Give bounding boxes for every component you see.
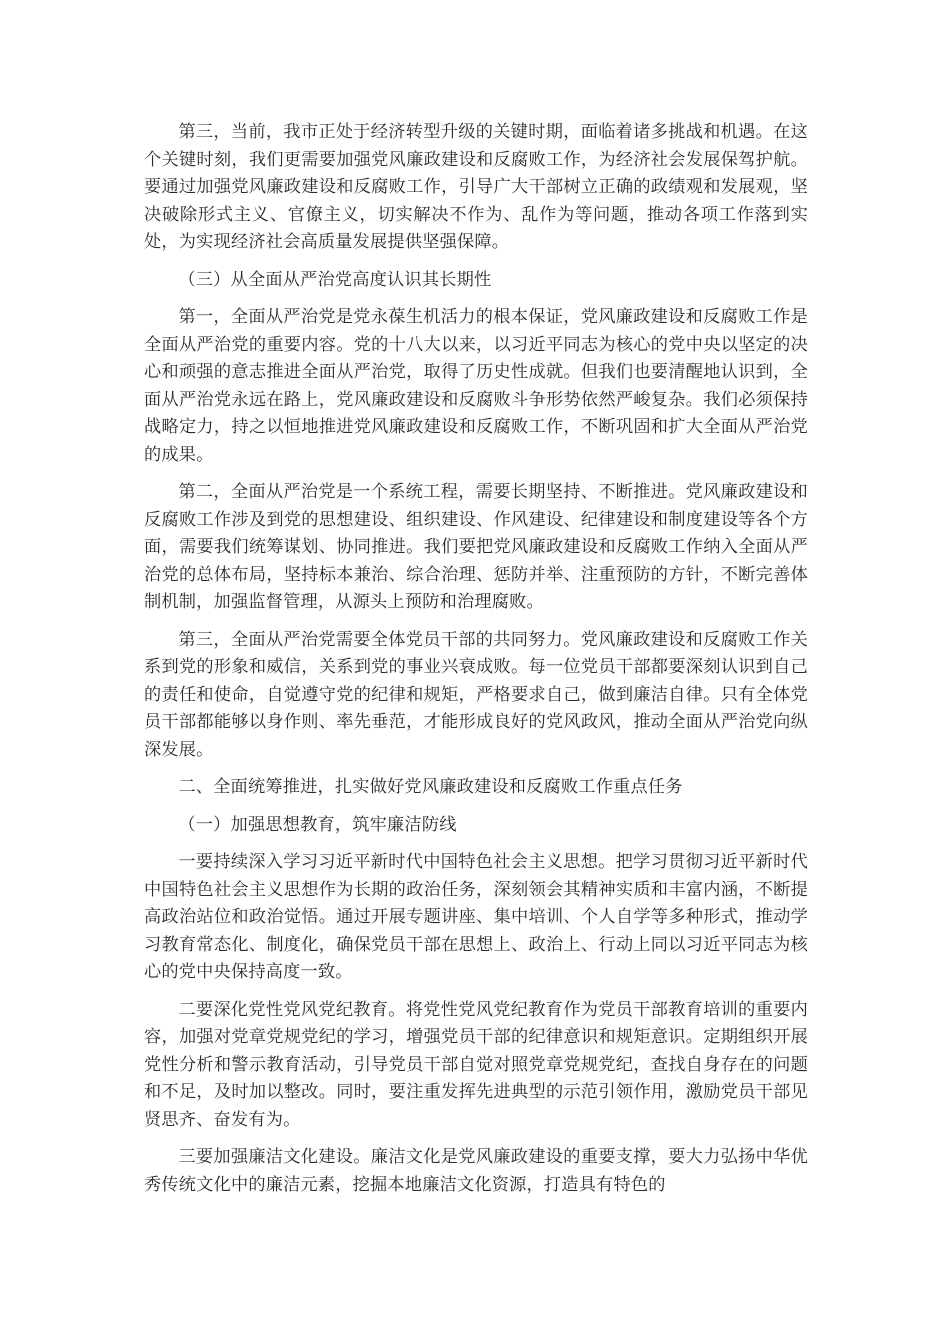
section-heading-ideological-education: （一）加强思想教育，筑牢廉洁防线 [178, 814, 457, 835]
paragraph-party-education: 二要深化党性党风党纪教育。将党性党风党纪教育作为党员干部教育培训的重要内容，加强对党章党规党纪的学习，增强党员干部的纪律意识和规矩意识。定期组织开展党性分析和警示教育活动，引导党员干部自觉对照党章党规党纪，查找自身存在的问题和不足，及时加以整改。同时，要注重发挥先进典型的示范引领作用，激励党员干部见贤思齐、奋发有为。 [144, 999, 808, 1130]
chapter-heading-key-tasks: 二、全面统筹推进，扎实做好党风廉政建设和反腐败工作重点任务 [178, 777, 683, 797]
paragraph-integrity-culture: 三要加强廉洁文化建设。廉洁文化是党风廉政建设的重要支撑，要大力弘扬中华优秀传统文化中的廉洁元素，挖掘本地廉洁文化资源，打造具有特色的 [144, 1147, 808, 1195]
paragraph-study-thought: 一要持续深入学习习近平新时代中国特色社会主义思想。把学习贯彻习近平新时代中国特色社会主义思想作为长期的政治任务，深刻领会其精神实质和丰富内涵，不断提高政治站位和政治觉悟。通过开展专题讲座、集中培训、个人自学等多种形式，推动学习教育常态化、制度化，确保党员干部在思想上、政治上、行动上同以习近平同志为核心的党中央保持高度一致。 [144, 852, 808, 982]
paragraph-second-point: 第二，全面从严治党是一个系统工程，需要长期坚持、不断推进。党风廉政建设和反腐败工作涉及到党的思想建设、组织建设、作风建设、纪律建设和制度建设等各个方面，需要我们统筹谋划、协同推进。我们要把党风廉政建设和反腐败工作纳入全面从严治党的总体布局，坚持标本兼治、综合治理、惩防并举、注重预防的方针，不断完善体制机制，加强监督管理，从源头上预防和治理腐败。 [144, 482, 808, 612]
paragraph-first-point: 第一，全面从严治党是党永葆生机活力的根本保证，党风廉政建设和反腐败工作是全面从严治党的重要内容。党的十八大以来，以习近平同志为核心的党中央以坚定的决心和顽强的意志推进全面从严治党，取得了历史性成就。但我们也要清醒地认识到，全面从严治党永远在路上，党风廉政建设和反腐败斗争形势依然严峻复杂。我们必须保持战略定力，持之以恒地推进党风廉政建设和反腐败工作，不断巩固和扩大全面从严治党的成果。 [144, 307, 808, 465]
paragraph-economy-transition: 第三，当前，我市正处于经济转型升级的关键时期，面临着诸多挑战和机遇。在这个关键时刻，我们更需要加强党风廉政建设和反腐败工作，为经济社会发展保驾护航。要通过加强党风廉政建设和反腐败工作，引导广大干部树立正确的政绩观和发展观，坚决破除形式主义、官僚主义，切实解决不作为、乱作为等问题，推动各项工作落到实处，为实现经济社会高质量发展提供坚强保障。 [144, 122, 808, 252]
document-body [144, 119, 808, 1209]
section-heading-long-term: （三）从全面从严治党高度认识其长期性 [178, 269, 492, 290]
paragraph-third-point: 第三，全面从严治党需要全体党员干部的共同努力。党风廉政建设和反腐败工作关系到党的形象和威信，关系到党的事业兴衰成败。每一位党员干部都要深刻认识到自己的责任和使命，自觉遵守党的纪律和规矩，严格要求自己，做到廉洁自律。只有全体党员干部都能够以身作则、率先垂范，才能形成良好的党风政风，推动全面从严治党向纵深发展。 [144, 629, 808, 760]
